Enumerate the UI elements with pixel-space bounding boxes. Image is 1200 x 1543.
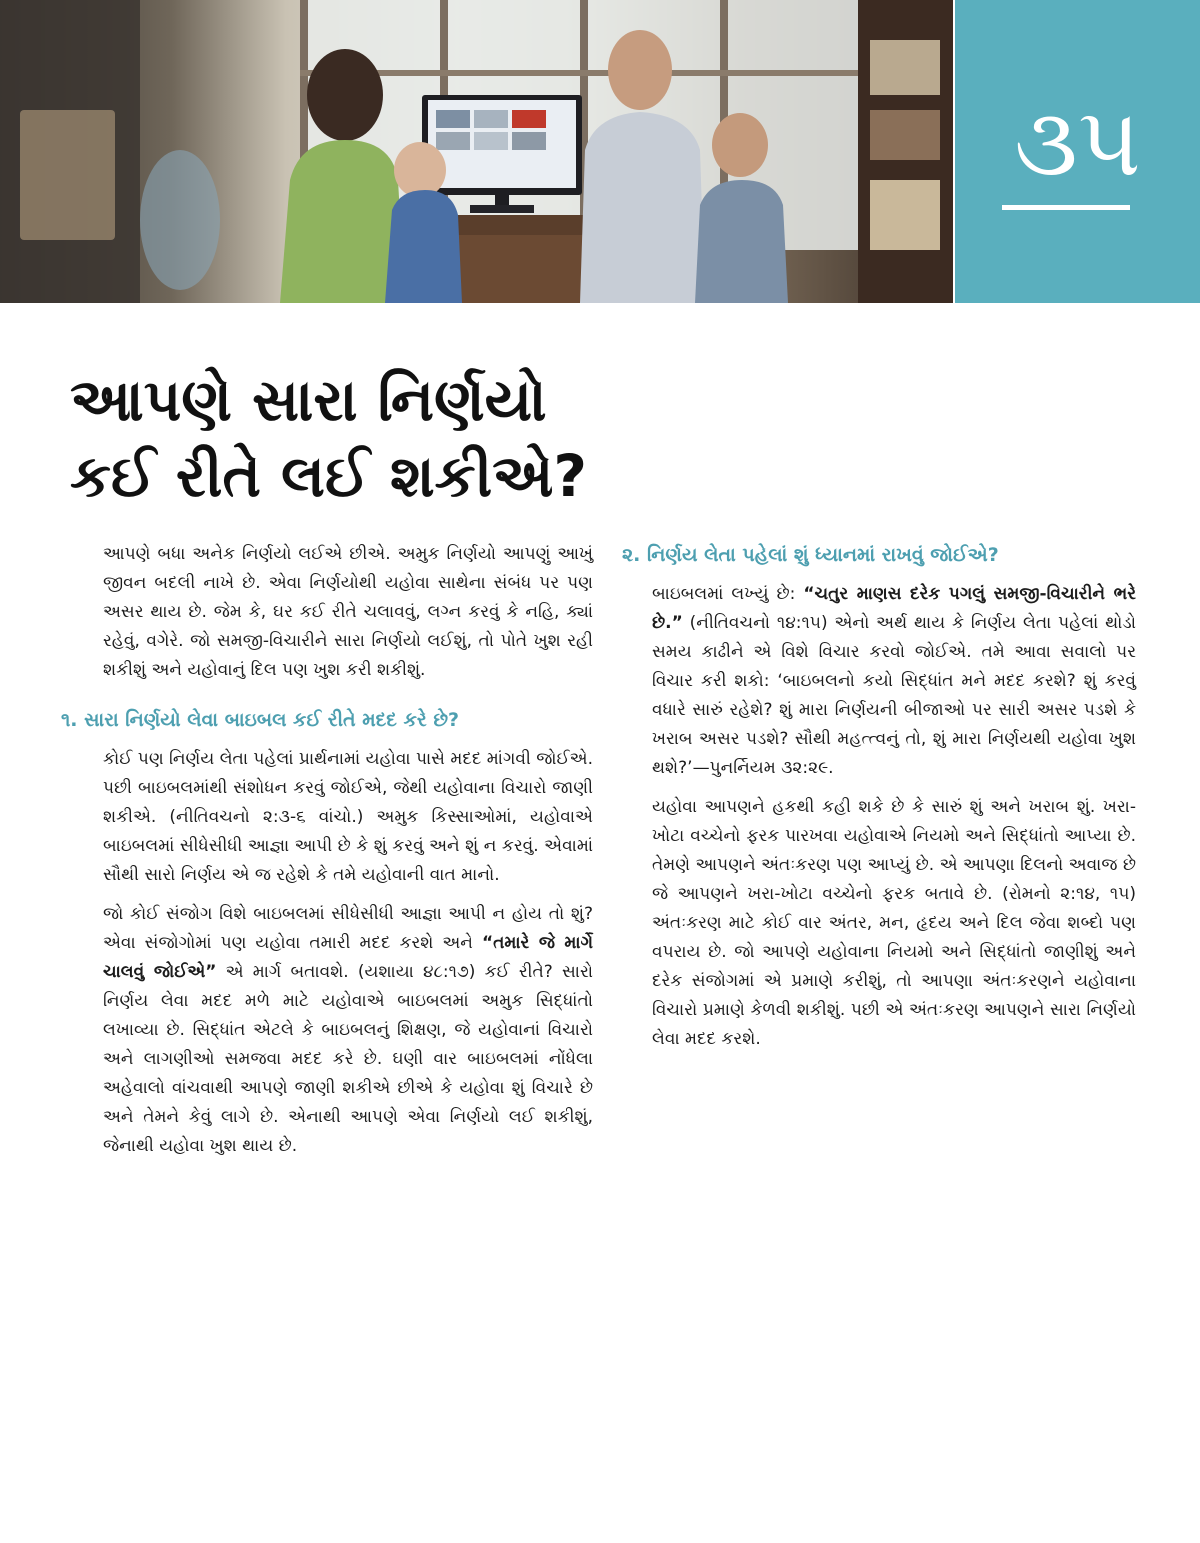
section-2-scripture-quote: “ચતુર માણસ દરેક પગલું સમજી-વિચારીને ભરે છે.” bbox=[652, 584, 1137, 633]
lesson-number-underline bbox=[1002, 205, 1130, 210]
section-1-scripture-quote: “તમારે જે માર્ગે ચાલવું જોઈએ” bbox=[103, 933, 593, 982]
page-title-line-2: કઈ રીતે લઈ શકીએ? bbox=[70, 442, 588, 510]
lesson-number-panel bbox=[955, 0, 1200, 303]
left-column bbox=[61, 540, 593, 1171]
family-photo-illustration bbox=[0, 0, 953, 303]
section-1-heading: ૧. સારા નિર્ણયો લેવા બાઇબલ કઈ રીતે મદદ કરે છે? bbox=[61, 709, 460, 731]
section-2-paragraph-2: યહોવા આપણને હકથી કહી શકે છે કે સારું શું અને ખરાબ શું. ખરા-ખોટા વચ્ચેનો ફરક પારખવા યહોવાએ નિયમો અને સિદ્ધાંતો આપ્યા છે. તેમણે આપણને અંતઃકરણ પણ આપ્યું છે. એ આપણા દિલનો અવાજ છે જે આપણને ખરા-ખોટા વચ્ચેનો ફરક બતાવે છે. (રોમનો ૨:૧૪, ૧૫) અંતઃકરણ માટે કોઈ વાર અંતર, મન, હૃદય અને દિલ જેવા શબ્દો પણ વપરાય છે. જો આપણે યહોવાના નિયમો અને સિદ્ધાંતો જાણીશું અને દરેક સંજોગમાં એ પ્રમાણે કરીશું, તો આપણા અંતઃકરણને યહોવાના વિચારો પ્રમાણે કેળવી શકીશું. પછી એ અંતઃકરણ આપણને સારા નિર્ણયો લેવા મદદ કરશે. bbox=[652, 797, 1136, 1049]
section-1-paragraph-1: કોઈ પણ નિર્ણય લેતા પહેલાં પ્રાર્થનામાં યહોવા પાસે મદદ માંગવી જોઈએ. પછી બાઇબલમાંથી સંશોધન કરવું જોઈએ, જેથી યહોવાના વિચારો જાણી શકીએ. (નીતિવચનો ૨:૩-૬ વાંચો.) અમુક કિસ્સાઓમાં, યહોવાએ બાઇબલમાં સીધેસીધી આજ્ઞા આપી છે કે શું કરવું અને શું ન કરવું. એવામાં સૌથી સારો નિર્ણય એ જ રહેશે કે તમે યહોવાની વાત માનો. bbox=[103, 749, 593, 885]
right-column bbox=[622, 540, 1137, 1064]
section-2-paragraph-1 bbox=[652, 580, 1136, 783]
section-2-paragraph-1-text-b: (નીતિવચનો ૧૪:૧૫) એનો અર્થ થાય કે નિર્ણય લેતા પહેલાં થોડો સમય કાઢીને એ વિશે વિચાર કરવો જોઈએ. તમે આવા સવાલો પર વિચાર કરી શકો: ‘બાઇબલનો કયો સિદ્ધાંત મને મદદ કરશે? શું કરવું વધારે સારું રહેશે? શું મારા નિર્ણયની બીજાઓ પર સારી અસર પડશે કે ખરાબ અસર પડશે? સૌથી મહત્ત્વનું તો, શું મારા નિર્ણયથી યહોવા ખુશ થશે?’—પુનર્નિયમ ૩૨:૨૯. bbox=[652, 613, 1136, 778]
section-1-paragraph-2-text-b: એ માર્ગ બતાવશે. (યશાયા ૪૮:૧૭) કઈ રીતે? સારો નિર્ણય લેવા મદદ મળે માટે યહોવાએ બાઇબલમાં અમુક સિદ્ધાંતો લખાવ્યા છે. સિદ્ધાંત એટલે કે બાઇબલનું શિક્ષણ, જે યહોવાનાં વિચારો અને લાગણીઓ સમજવા મદદ કરે છે. ઘણી વાર બાઇબલમાં નોંધેલા અહેવાલો વાંચવાથી આપણે જાણી શકીએ છીએ કે યહોવા શું વિચારે છે અને તેમને કેવું લાગે છે. એનાથી આપણે એવા નિર્ણયો લઈ શકીશું, જેનાથી યહોવા ખુશ થાય છે. bbox=[103, 962, 593, 1156]
section-1-paragraph-2-text-a: જો કોઈ સંજોગ વિશે બાઇબલમાં સીધેસીધી આજ્ઞા આપી ન હોય તો શું? એવા સંજોગોમાં પણ યહોવા તમારી મદદ કરશે અને bbox=[103, 904, 593, 953]
page-title-line-1: આપણે સારા નિર્ણયો bbox=[70, 366, 547, 434]
page-title bbox=[70, 362, 670, 514]
section-1-paragraph-2 bbox=[103, 900, 593, 1161]
section-2-paragraph-1-text-a: બાઇબલમાં લખ્યું છે: bbox=[652, 584, 804, 604]
lesson-number: ૩૫ bbox=[1013, 86, 1141, 198]
intro-paragraph: આપણે બધા અનેક નિર્ણયો લઈએ છીએ. અમુક નિર્ણયો આપણું આખું જીવન બદલી નાખે છે. એવા નિર્ણયોથી યહોવા સાથેના સંબંધ પર પણ અસર થાય છે. જેમ કે, ઘર કઈ રીતે ચલાવવું, લગ્ન કરવું કે નહિ, ક્યાં રહેવું, વગેરે. જો સમજી-વિચારીને સારા નિર્ણયો લઈશું, તો પોતે ખુશ રહી શકીશું અને યહોવાનું દિલ પણ ખુશ કરી શકીશું. bbox=[103, 544, 593, 680]
family-photo bbox=[0, 0, 953, 303]
section-2-heading: ૨. નિર્ણય લેતા પહેલાં શું ધ્યાનમાં રાખવું જોઈએ? bbox=[622, 544, 999, 566]
